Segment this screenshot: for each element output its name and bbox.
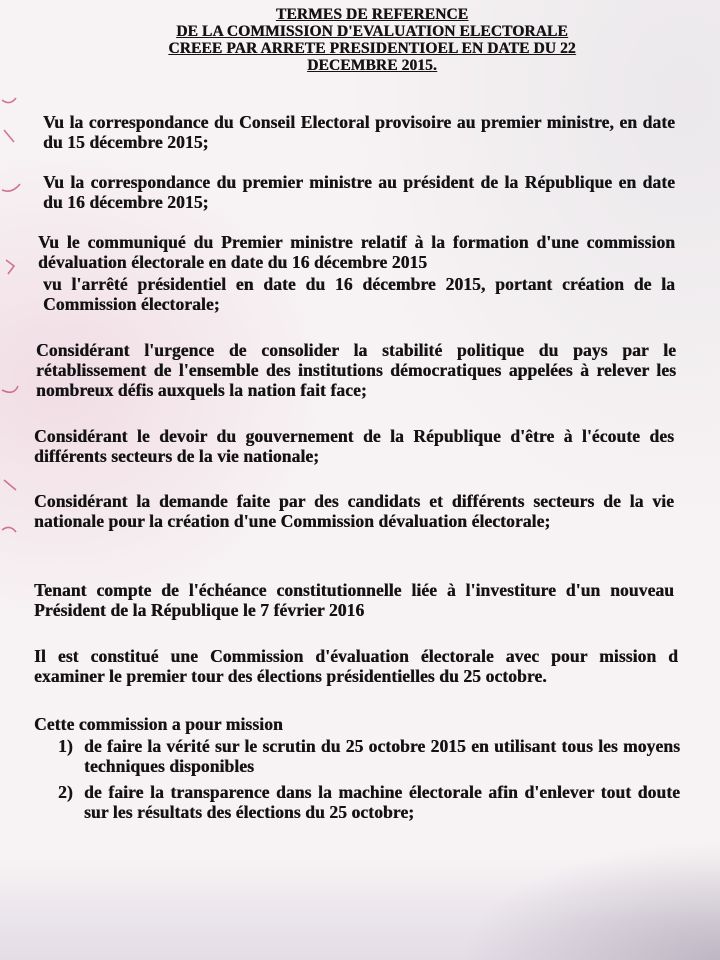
- paragraph-constitution: Il est constitué une Commission d'évaluation électorale avec pour mission d examiner le premier tour des élections présidentielles du 25 octobre.: [34, 646, 678, 686]
- paragraph-considerant-1: Considérant l'urgence de consolider la stabilité politique du pays par le rétablissement de l'ensemble des institutions démocratiques appelées à relever les nombreux défis auxquels la nation fait face;: [36, 340, 676, 400]
- paragraph-vu-3: Vu le communiqué du Premier ministre relatif à la formation d'une commission dévaluation électorale en date du 16 décembre 2015: [38, 232, 675, 272]
- paragraph-vu-4: vu l'arrêté présidentiel en date du 16 décembre 2015, portant création de la Commission électorale;: [43, 274, 675, 314]
- document-header: [92, 0, 652, 74]
- mission-list: [58, 736, 680, 828]
- corner-shadow: [460, 840, 720, 960]
- list-item: [58, 782, 680, 822]
- header-line-2: DE LA COMMISSION D'EVALUATION ELECTORALE: [176, 23, 568, 40]
- list-item: [58, 736, 680, 776]
- list-item-number: 2): [58, 782, 73, 802]
- header-title: TERMES DE REFERENCE: [275, 6, 469, 23]
- list-item-text: de faire la transparence dans la machine électorale afin d'enlever tout doute sur les résultats des élections du 25 octobre;: [84, 782, 680, 822]
- header-line-3: CREEE PAR ARRETE PRESIDENTIOEL EN DATE DU 22: [168, 40, 576, 57]
- list-item-number: 1): [58, 736, 73, 756]
- paragraph-vu-1: Vu la correspondance du Conseil Electoral provisoire au premier ministre, en date du 15 décembre 2015;: [43, 112, 675, 152]
- paragraph-mission-intro: Cette commission a pour mission: [34, 714, 283, 734]
- header-line-4: DECEMBRE 2015.: [307, 57, 437, 74]
- paragraph-tenant-compte: Tenant compte de l'échéance constitutionnelle liée à l'investiture d'un nouveau Président de la République le 7 février 2016: [34, 580, 674, 620]
- paragraph-considerant-2: Considérant le devoir du gouvernement de la République d'être à l'écoute des différents secteurs de la vie nationale;: [34, 426, 674, 466]
- margin-stamp-marks: [0, 60, 30, 540]
- paragraph-considerant-3: Considérant la demande faite par des candidats et différents secteurs de la vie nationale pour la création d'une Commission dévaluation électorale;: [34, 491, 674, 531]
- list-item-text: de faire la vérité sur le scrutin du 25 octobre 2015 en utilisant tous les moyens techniques disponibles: [84, 736, 680, 776]
- paragraph-vu-2: Vu la correspondance du premier ministre au président de la République en date du 16 décembre 2015;: [43, 172, 675, 212]
- document-body: [28, 0, 680, 822]
